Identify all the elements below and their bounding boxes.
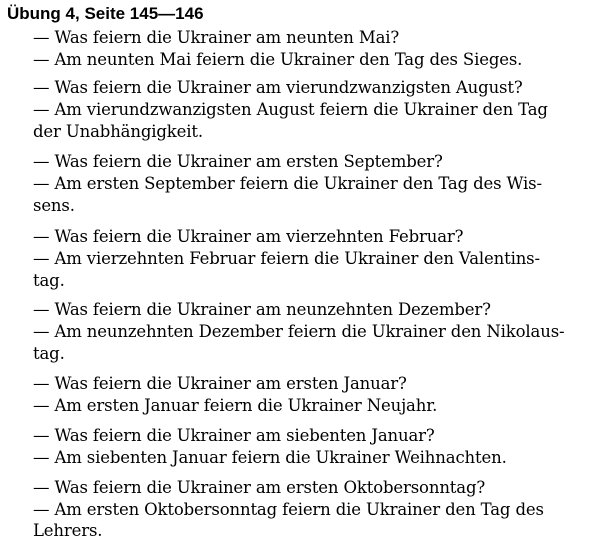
answer-continuation-line: Lehrers. — [33, 521, 103, 540]
answer-line: — Am vierundzwanzigsten August feiern die Ukrainer den Tag — [33, 100, 548, 119]
question-line: — Was feiern die Ukrainer am neunten Mai? — [33, 28, 400, 47]
answer-continuation-line: sens. — [33, 196, 75, 215]
answer-line: — Am siebenten Januar feiern die Ukrainer Weihnachten. — [33, 448, 507, 467]
answer-continuation-line: tag. — [33, 271, 65, 290]
answer-continuation-line: tag. — [33, 344, 65, 363]
question-line: — Was feiern die Ukrainer am ersten September? — [33, 152, 443, 171]
question-line: — Was feiern die Ukrainer am ersten Januar? — [33, 374, 407, 393]
answer-line: — Am neunzehnten Dezember feiern die Ukrainer den Nikolaus- — [33, 322, 565, 341]
answer-line: — Am neunten Mai feiern die Ukrainer den Tag des Sieges. — [33, 50, 523, 69]
answer-line: — Am ersten Oktobersonntag feiern die Ukrainer den Tag des — [33, 500, 544, 519]
question-line: — Was feiern die Ukrainer am vierundzwanzigsten August? — [33, 78, 523, 97]
question-line: — Was feiern die Ukrainer am neunzehnten Dezember? — [33, 300, 491, 319]
question-line: — Was feiern die Ukrainer am ersten Oktobersonntag? — [33, 478, 486, 497]
answer-line: — Am ersten September feiern die Ukrainer den Tag des Wis- — [33, 174, 542, 193]
answer-continuation-line: der Unabhängigkeit. — [33, 122, 203, 141]
exercise-title: Übung 4, Seite 145—146 — [7, 4, 204, 23]
answer-line: — Am ersten Januar feiern die Ukrainer Neujahr. — [33, 396, 438, 415]
question-line: — Was feiern die Ukrainer am vierzehnten Februar? — [33, 227, 464, 246]
answer-line: — Am vierzehnten Februar feiern die Ukrainer den Valentins- — [33, 249, 540, 268]
question-line: — Was feiern die Ukrainer am siebenten Januar? — [33, 426, 435, 445]
